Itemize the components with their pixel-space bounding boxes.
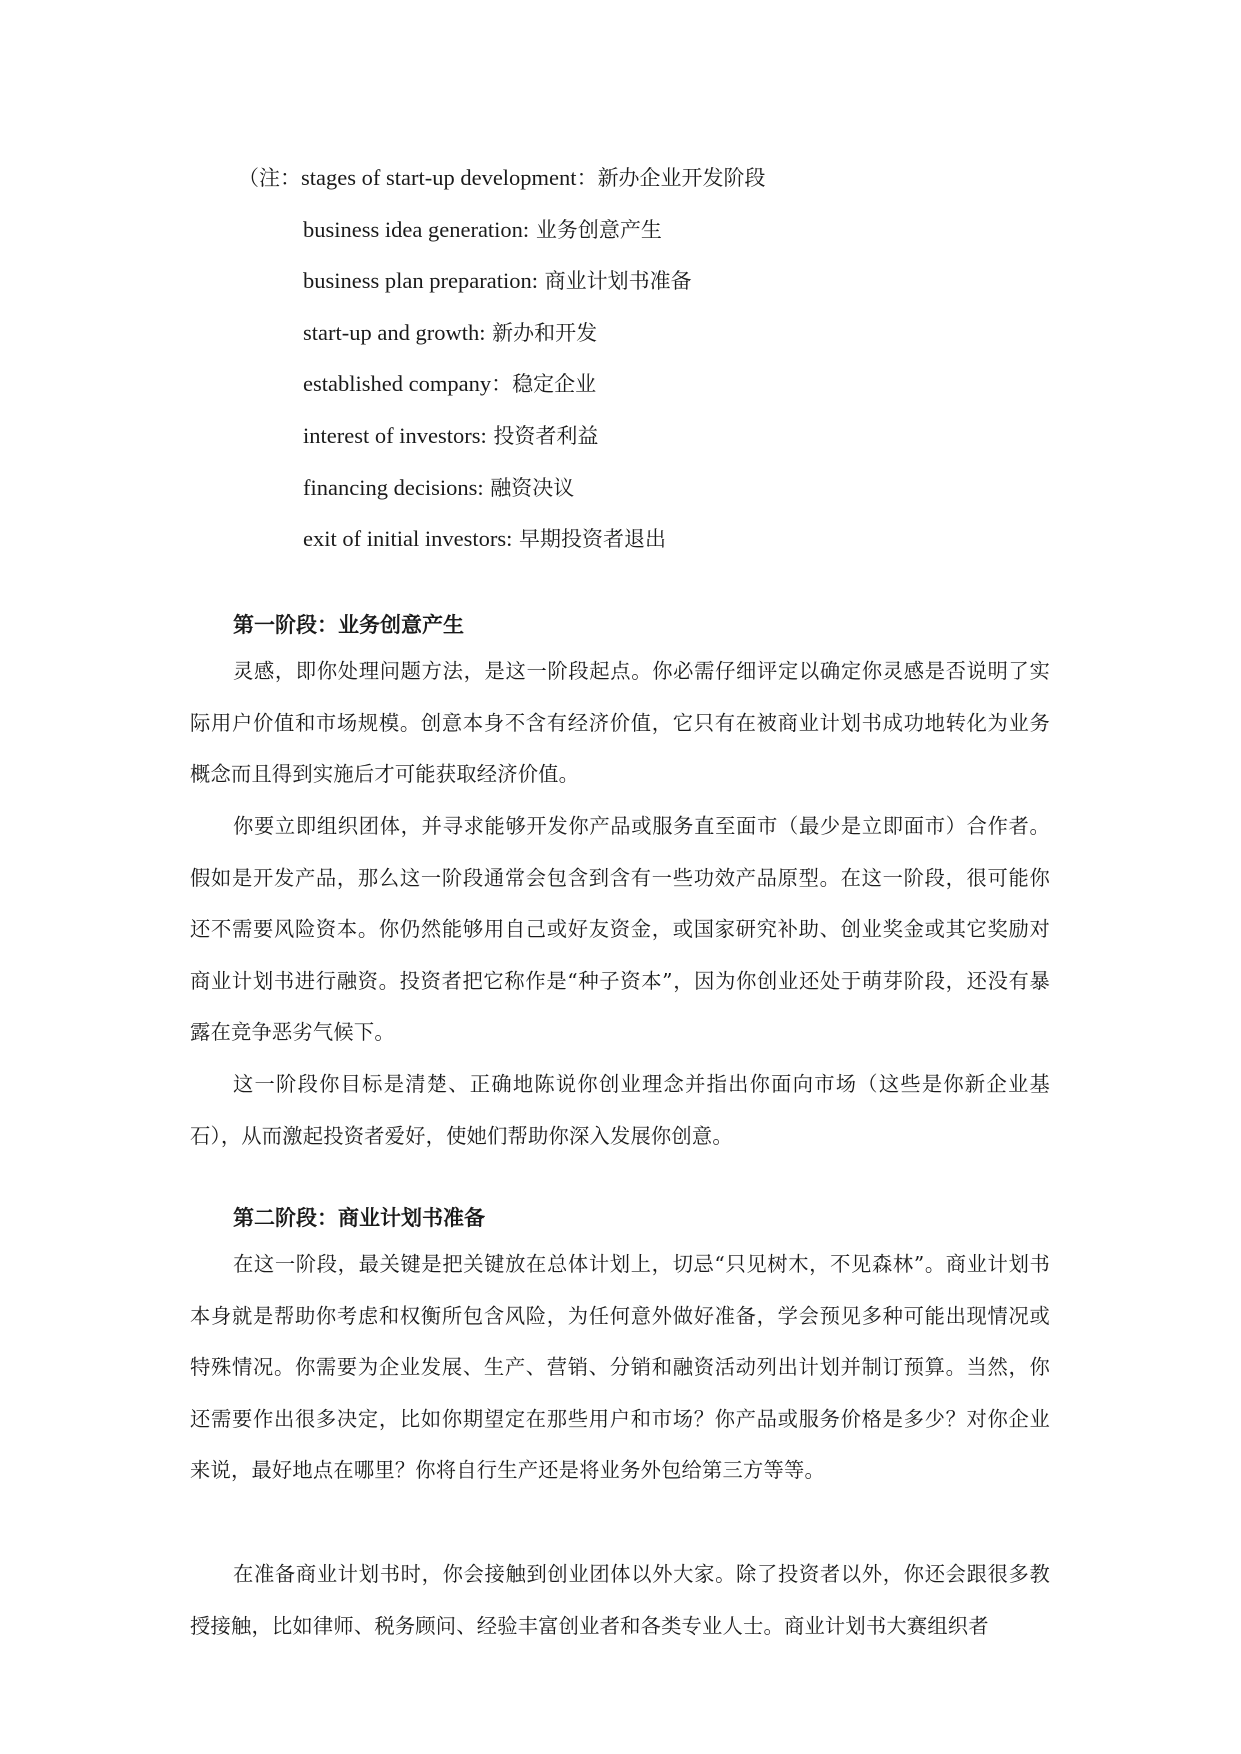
glossary-line — [238, 313, 1138, 365]
glossary-translation: 稳定企业 — [512, 372, 597, 397]
glossary-line — [238, 364, 1138, 416]
section2-paragraph-1: 在这一阶段，最关键是把关键放在总体计划上，切忌“只见树木，不见森林”。商业计划书本身就是帮助你考虑和权衡所包含风险，为任何意外做好准备，学会预见多种可能出现情况或特殊情况。你需要为企业发展、生产、营销、分销和融资活动列出计划并制订预算。当然，你还需要作出很多决定，比如你期望定在那些用户和市场？你产品或服务价格是多少？对你企业来说，最好地点在哪里？你将自行生产还是将业务外包给第三方等等。 — [190, 1252, 1050, 1483]
glossary-translation: 商业计划书准备 — [544, 269, 692, 294]
glossary-term: business idea generation: — [303, 216, 530, 242]
note-prefix: （注： — [238, 166, 301, 190]
glossary-translation: 早期投资者退出 — [519, 527, 667, 552]
section2-paragraph-2: 在准备商业计划书时，你会接触到创业团体以外大家。除了投资者以外，你还会跟很多教授接触，比如律师、税务顾问、经验丰富创业者和各类专业人士。商业计划书大赛组织者 — [190, 1562, 1050, 1638]
glossary-term: stages of start-up development — [301, 165, 577, 190]
glossary-term: exit of initial investors: — [303, 526, 513, 552]
section1-paragraph-2: 你要立即组织团体，并寻求能够开发你产品或服务直至面市（最少是立即面市）合作者。假如是开发产品，那么这一阶段通常会包含到含有一些功效产品原型。在这一阶段，很可能你还不需要风险资本。你仍然能够用自己或好友资金，或国家研究补助、创业奖金或其它奖励对商业计划书进行融资。投资者把它称作是“种子资本”，因为你创业还处于萌芽阶段，还没有暴露在竞争恶劣气候下。 — [190, 814, 1050, 1045]
glossary-term: business plan preparation: — [303, 268, 538, 294]
section1-paragraph-1: 灵感，即你处理问题方法，是这一阶段起点。你必需仔细评定以确定你灵感是否说明了实际用户价值和市场规模。创意本身不含有经济价值，它只有在被商业计划书成功地转化为业务概念而且得到实施后才可能获取经济价值。 — [190, 659, 1050, 787]
glossary-translation: 业务创意产生 — [535, 217, 662, 242]
section-heading-stage-2: 第二阶段：商业计划书准备 — [233, 1206, 485, 1230]
glossary-line — [238, 210, 1138, 262]
glossary-line — [238, 468, 1138, 520]
glossary-separator: ： — [491, 372, 513, 397]
glossary-line — [238, 158, 1138, 210]
glossary-line — [238, 519, 1138, 571]
glossary-translation: 新办和开发 — [492, 320, 598, 345]
glossary-term: established company — [303, 371, 492, 397]
section-heading-stage-1: 第一阶段：业务创意产生 — [233, 613, 464, 637]
glossary-translation: 投资者利益 — [493, 423, 599, 448]
glossary-term: start-up and growth: — [303, 319, 486, 345]
glossary-translation: 融资决议 — [490, 475, 575, 500]
glossary-separator — [538, 269, 545, 293]
glossary-term: interest of investors: — [303, 422, 487, 448]
glossary-translation: 新办企业开发阶段 — [597, 166, 766, 190]
glossary-line — [238, 261, 1138, 313]
glossary-term: financing decisions: — [303, 474, 484, 500]
glossary-separator: ： — [576, 166, 598, 190]
section1-paragraph-3: 这一阶段你目标是清楚、正确地陈说你创业理念并指出你面向市场（这些是你新企业基石），从而激起投资者爱好，使她们帮助你深入发展你创意。 — [190, 1072, 1050, 1148]
glossary-line — [238, 416, 1138, 468]
glossary-note — [238, 158, 1138, 571]
glossary-separator — [529, 218, 536, 242]
